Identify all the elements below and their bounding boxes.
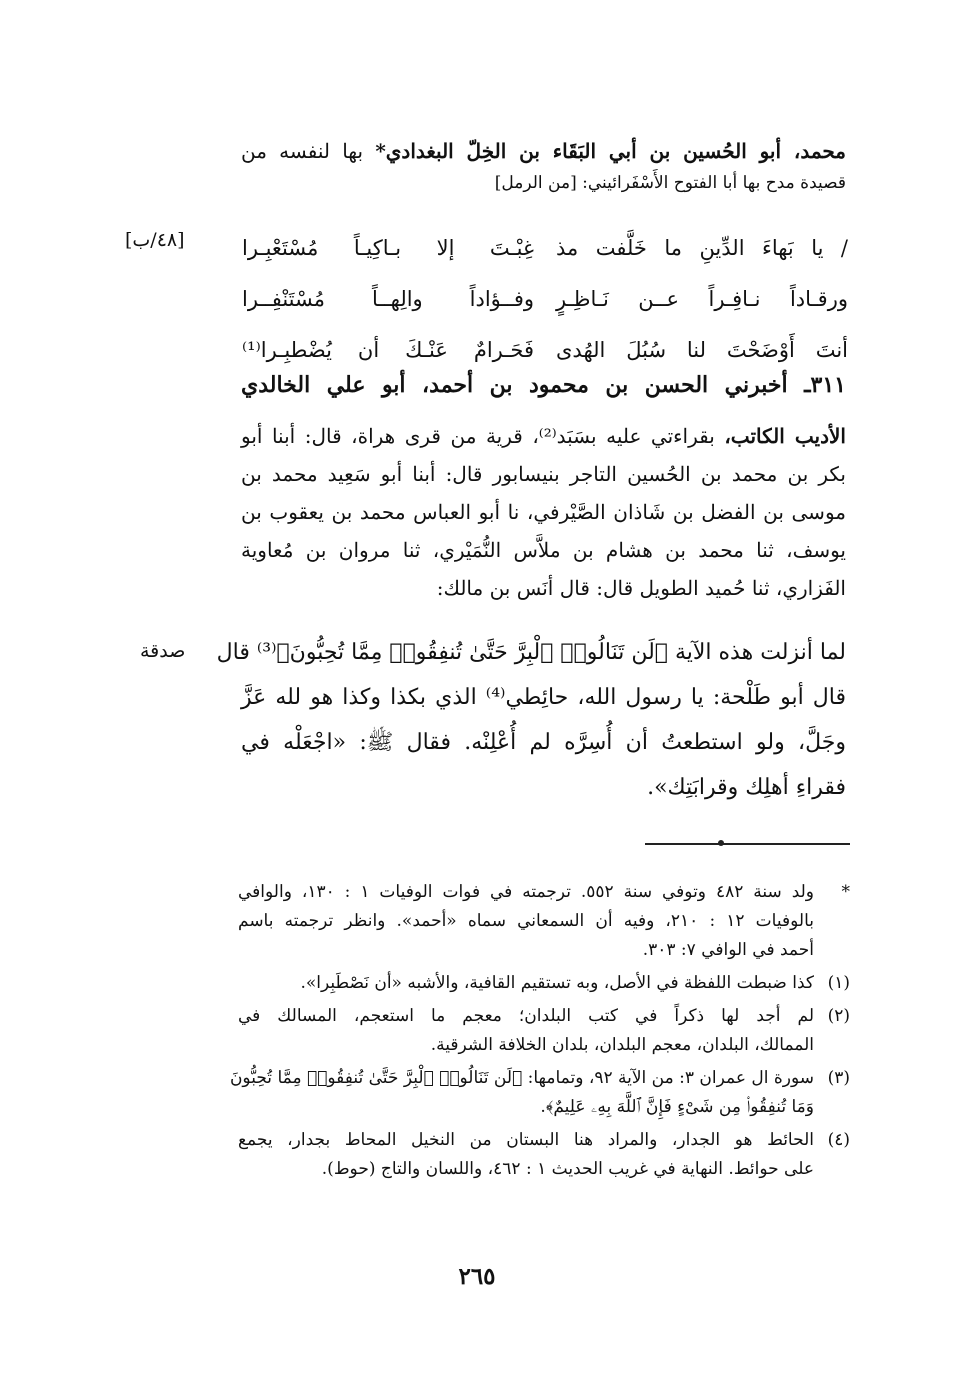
isnad-line: بكر بن محمد بن الحُسين التاجر بنيسابور قال: أبنا أبو سَعِيد محمد بن	[241, 462, 846, 486]
narrator-title: الأديب الكاتب،	[724, 424, 846, 448]
footnote-line: الحائط هو الجدار، والمراد هنا البستان من النخيل المحاط بجدار، يجمع	[238, 1130, 814, 1150]
hadith-number-line: ٣١١ـ أخبرني الحسن بن محمود بن أحمد، أبو علي الخالدي	[241, 372, 846, 398]
isnad-line: موسى بن الفضل بن شَاذان الصَّيْرفي، نا أبو العباس محمد بن يعقوب بن	[241, 500, 846, 524]
footnote-marker: *	[841, 882, 850, 902]
verse-second-hemistich: غِبْـتَ إلا بـاكِيـاً مُسْتَعْبِـرا	[242, 236, 534, 260]
footnote	[238, 1126, 850, 1184]
footnote-line: وَمَا تُنفِقُوا۟ مِن شَىْءٍ فَإِنَّ ٱللَّهَ بِهِۦ عَلِيمٌ﴾.	[540, 1097, 814, 1117]
hadith-heading	[241, 365, 846, 405]
intro-line-1-rest: بها لنفسه من	[241, 139, 376, 163]
footnote-body	[238, 1126, 814, 1184]
intro-line-2: قصيدة مدح بها أبا الفتوح الأَسْفَرائيني: [من الرمل]	[494, 173, 846, 193]
footnote-line: الممالك، البلدان، معجم البلدان، بلدان الخلافة الشرقية.	[430, 1035, 814, 1055]
verse-first-hemistich: ورقـاداً نـافِـراً عــن نَـاظِـرٍ	[556, 287, 848, 311]
footnote-marker: (٤)	[827, 1130, 850, 1150]
matn-line: لما أنزلت هذه الآية ﴿لَن تَنَالُوا۟ ٱلْبِرَّ حَتَّىٰ تُنفِقُوا۟ مِمَّا تُحِبُّونَ﴾⁽³⁾ قال	[216, 640, 846, 665]
separator-ornament	[718, 840, 724, 846]
verse-second-hemistich: فَحَـرامٌ عَنْـكَ أن يُضْطبِـرا⁽¹⁾	[242, 338, 534, 362]
poem-verse	[242, 274, 848, 325]
matn-paragraph	[216, 630, 847, 810]
footnote	[238, 969, 850, 998]
topic-marker: صدقة	[140, 640, 186, 662]
isnad-line: يوسف، ثنا محمد بن هشام بن ملاَّس النُّمَيْري، ثنا مروان بن مُعاوية	[241, 538, 846, 562]
isnad-line-rest: بقراءتي عليه بسَبَد⁽²⁾، قرية من قرى هراة، قال: أبنا أبو	[241, 424, 725, 448]
footnote-line: سورة ال عمران ٣: من الآية ٩٢، وتمامها: ﴿لَن تَنَالُوا۟ ٱلْبِرَّ حَتَّىٰ تُنفِقُوا۟ مِمَّا تُحِبُّونَ	[229, 1068, 814, 1088]
isnad-paragraph	[241, 417, 846, 607]
footnote-body	[238, 878, 814, 965]
footnote-marker: (١)	[827, 973, 850, 993]
poem	[242, 223, 848, 376]
footnote-line: أحمد في الوافي ٧: ٣٠٣.	[642, 940, 814, 960]
footnote-line: على حوائط. النهاية في غريب الحديث ١ : ٤٦٢، واللسان والتاج (حوط).	[321, 1159, 814, 1179]
matn-line: وجَلَّ، ولو استطعتُ أن أُسِرَّه لم أُعْلِنْه. فقال ﷺ: «اجْعَلْه في	[241, 730, 846, 755]
poem-verse	[242, 223, 848, 274]
footnote-line: كذا ضبطت اللفظة في الأصل، وبه تستقيم القافية، والأشبه «أن نَصْطَبِرا».	[300, 973, 814, 993]
isnad-line: الفَزاري، ثنا حُميد الطويل قال: قال أنَس بن مالك:	[436, 576, 846, 600]
isnad-line	[241, 417, 846, 455]
verse-second-hemistich: وفــؤاداً والِهــاً مُسْتَنْفِــرا	[242, 287, 534, 311]
verse-first-hemistich: / يا بَهاءَ الدِّينِ ما خَلَّفت مذ	[556, 236, 848, 260]
page-number: ٢٦٥	[458, 1263, 496, 1290]
footnote	[238, 878, 850, 965]
intro-line-1	[241, 135, 846, 167]
footnote-body	[238, 1002, 814, 1060]
footnote-line: بالوفيات ١٢ : ٢١٠، وفيه أن السمعاني سماه «أحمد». وانظر ترجمته باسم	[238, 911, 814, 931]
footnote-line: ولد سنة ٤٨٢ وتوفي سنة ٥٥٢. ترجمته في فوات الوفيات ١ : ١٣٠، والوافي	[238, 882, 815, 902]
footnote-body	[230, 1064, 814, 1122]
folio-marker: [٤٨/ب]	[125, 229, 185, 251]
intro-paragraph	[241, 135, 846, 199]
matn-line: فقراءِ أهلِك وقرابَتِك».	[647, 775, 846, 800]
verse-first-hemistich: أنتَ أَوْضَحْتَ لنا سُبُلَ الهُدى	[556, 338, 848, 362]
subject-name: محمد، أبو الحُسين بن أبي البَقَاء بن الخِلّ البغدادي*	[375, 139, 847, 163]
footnote	[238, 1002, 850, 1060]
footnote-marker: (٣)	[827, 1068, 850, 1088]
footnotes	[229, 878, 850, 1188]
footnote	[229, 1064, 850, 1122]
footnote-separator	[645, 843, 850, 845]
footnote-marker: (٢)	[827, 1006, 850, 1026]
footnote-body	[238, 969, 814, 998]
footnote-line: لم أجد لها ذكراً في كتب البلدان؛ معجم ما استعجم، المسالك في	[238, 1006, 814, 1026]
matn-line: قال أبو طَلْحة: يا رسول الله، حائِطي⁽⁴⁾ الذي بكذا وكذا هو لله عَزَّ	[241, 685, 847, 710]
